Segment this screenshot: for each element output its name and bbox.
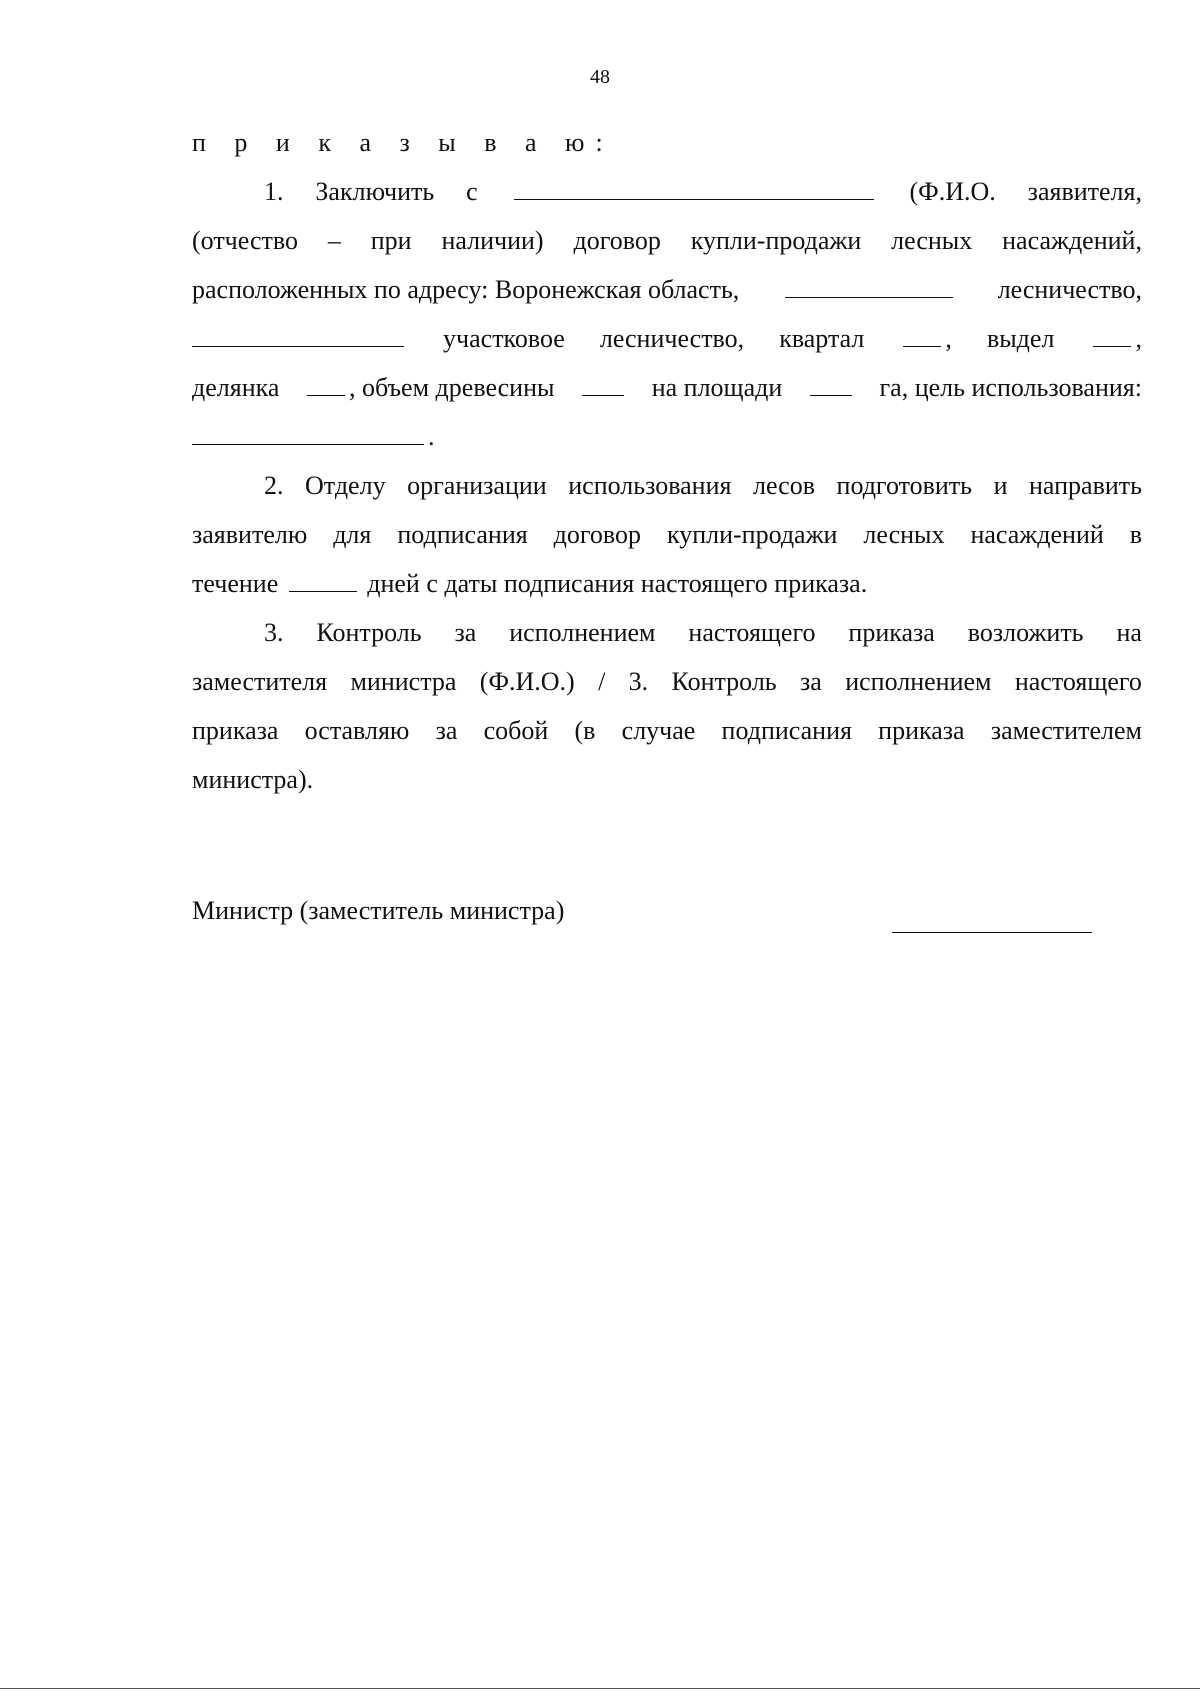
days-blank — [289, 590, 357, 592]
item3-line1: 3. Контроль за исполнением настоящего приказа возложить на — [264, 618, 1142, 647]
plot-blank — [307, 394, 345, 396]
area-blank — [810, 394, 852, 396]
item2-line1: 2. Отделу организации использования лесов подготовить и направить — [264, 471, 1142, 500]
item2-line3: течение дней с даты подписания настоящего приказа. — [192, 569, 868, 598]
allotment-blank — [1093, 345, 1131, 347]
item3-line4: министра). — [192, 765, 314, 794]
item1-line3: расположенных по адресу: Воронежская область, лесничество, — [192, 275, 1142, 304]
forestry-blank — [785, 296, 953, 298]
document-body — [192, 118, 1142, 804]
purpose-blank — [192, 443, 424, 445]
item3-line3: приказа оставляю за собой (в случае подписания приказа заместителем — [192, 716, 1142, 745]
applicant-name-blank — [514, 198, 874, 200]
page-number: 48 — [590, 66, 610, 88]
order-header: п р и к а з ы в а ю: — [192, 128, 614, 157]
item1-line5: делянка , объем древесины на площади га, цель использования: — [192, 373, 1142, 402]
quarter-blank — [903, 345, 941, 347]
signature-line — [892, 932, 1092, 933]
item3-line2: заместителя министра (Ф.И.О.) / 3. Контроль за исполнением настоящего — [192, 667, 1142, 696]
signatory-title: Министр (заместитель министра) — [192, 896, 565, 925]
signature-block — [192, 896, 1092, 926]
item2-line2: заявителю для подписания договор купли-продажи лесных насаждений в — [192, 520, 1142, 549]
item1-line1: 1. Заключить с (Ф.И.О. заявителя, — [264, 177, 1142, 206]
item1-line6: . — [192, 412, 1142, 461]
item1-line4: участковое лесничество, квартал , выдел , — [192, 314, 1142, 363]
item1-line2: (отчество – при наличии) договор купли-продажи лесных насаждений, — [192, 226, 1142, 255]
volume-blank — [582, 394, 624, 396]
page-bottom-edge — [0, 1688, 1200, 1689]
district-forestry-blank — [192, 345, 404, 347]
